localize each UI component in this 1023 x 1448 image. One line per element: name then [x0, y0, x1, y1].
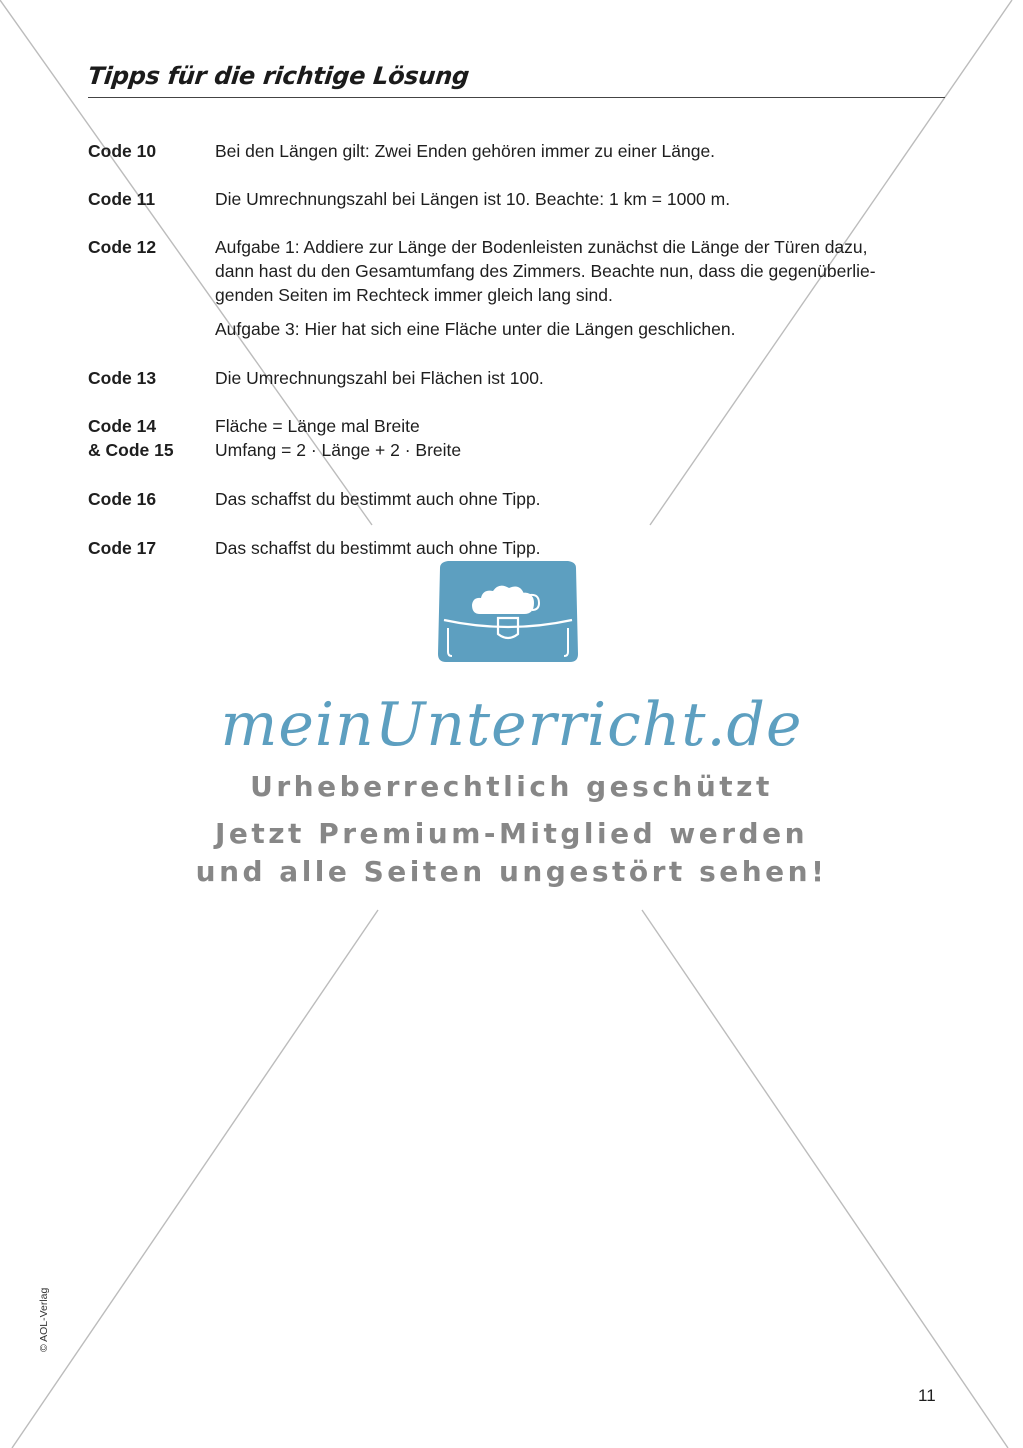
tip-paragraph-aufgabe-3: Aufgabe 3: Hier hat sich eine Fläche unter die Längen geschlichen. — [215, 319, 736, 339]
code-label: Code 11 — [88, 189, 156, 209]
tip-text: Die Umrechnungszahl bei Flächen ist 100. — [215, 368, 544, 388]
page-number: 11 — [918, 1386, 936, 1405]
code-label: Code 12 — [88, 237, 157, 257]
tip-text — [215, 235, 948, 341]
title-underline — [88, 97, 945, 98]
watermark-premium-line-1: Jetzt Premium-Mitglied werden — [214, 817, 809, 850]
tip-text: Das schaffst du bestimmt auch ohne Tipp. — [215, 489, 541, 509]
watermark-copyright-notice: Urheberrechtlich geschützt — [250, 770, 773, 803]
code-label: Code 13 — [88, 368, 157, 388]
watermark-brand: meinUnterricht.de — [220, 690, 803, 760]
diagonal-line-bottom-right — [642, 910, 1008, 1448]
tip-paragraph-aufgabe-1: Aufgabe 1: Addiere zur Länge der Bodenleisten zunächst die Länge der Türen dazu, dann hast du den Gesamtumfang des Zimmers. Beachte nun, dass die gegenüberlie- genden Seiten im Rechteck immer gleich lang sind. — [215, 237, 876, 305]
code-label: Code 16 — [88, 489, 157, 509]
code-label: Code 17 — [88, 538, 157, 558]
tip-text: Fläche = Länge mal Breite Umfang = 2 · Länge + 2 · Breite — [215, 416, 462, 460]
tip-text: Das schaffst du bestimmt auch ohne Tipp. — [215, 538, 541, 558]
watermark-premium-line-2: und alle Seiten ungestört sehen! — [195, 855, 828, 888]
tip-text: Bei den Längen gilt: Zwei Enden gehören immer zu einer Länge. — [215, 141, 716, 161]
code-label: Code 10 — [88, 141, 157, 161]
tip-text: Die Umrechnungszahl bei Längen ist 10. Beachte: 1 km = 1000 m. — [215, 189, 731, 209]
copyright-notice: © AOL-Verlag — [38, 1287, 50, 1352]
page-title: Tipps für die richtige Lösung — [86, 62, 471, 90]
briefcase-cloud-icon — [436, 558, 580, 666]
code-label: Code 14 & Code 15 — [88, 416, 174, 460]
diagonal-line-bottom-left — [12, 910, 378, 1448]
